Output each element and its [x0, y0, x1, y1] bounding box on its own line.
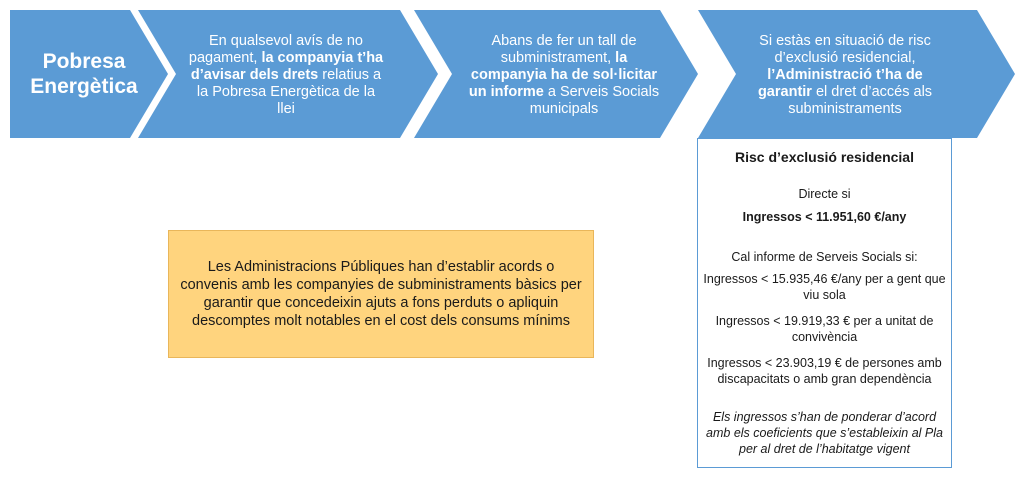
- criterion-disability-dependency: Ingressos < 23.903,19 € de persones amb discapacitats o amb gran dependència: [707, 356, 942, 386]
- step-text-run: Pobresa Energètica: [30, 50, 138, 98]
- step-text-run: a Serveis Socials municipals: [529, 83, 660, 117]
- step-risc-exclusio-text: [740, 16, 950, 134]
- step-avis-no-pagament-text: [188, 16, 384, 134]
- step-text-run: la companyia t’ha d’avisar dels drets: [190, 49, 384, 83]
- direct-label: Directe si: [798, 187, 851, 201]
- social-services-report-label: Cal informe de Serveis Socials si:: [731, 250, 918, 264]
- step-text-run: relatius a la Pobresa Energètica de la llei: [196, 66, 382, 117]
- direct-income-threshold: Ingressos < 11.951,60 €/any: [742, 210, 907, 224]
- step-text-run: Si estàs en situació de risc d’exclusió residencial,: [759, 32, 931, 66]
- income-weighting-note: Els ingressos s’han de ponderar d’acord amb els coeficients que s’estableixin al Pla per al dret de l’habitatge vigent: [706, 410, 943, 456]
- step-text-run: el dret d’accés als subministraments: [788, 83, 933, 117]
- criterion-single-person: Ingressos < 15.935,46 €/any per a gent que viu sola: [703, 272, 946, 302]
- step-tall-subministrament-text: [466, 16, 662, 134]
- step-text-run: En qualsevol avís de no pagament,: [188, 32, 363, 66]
- agreements-note-box: [168, 230, 594, 358]
- step-text-run: l’Administració t’ha de garantir: [757, 66, 923, 100]
- step-pobresa-energetica-text: [14, 10, 154, 138]
- step-text-run: Abans de fer un tall de subministrament,: [491, 32, 637, 66]
- risk-exclusion-panel: [697, 138, 952, 468]
- agreements-note-text: Les Administracions Públiques han d’establir acords o convenis amb les companyies de subministraments bàsics per garantir que concedeixin ajuts a fons perduts o apliquin descomptes molt notables en el cost dels consums mínims: [180, 259, 582, 329]
- step-text-run: la companyia ha de sol·licitar un informe: [468, 49, 658, 100]
- risk-panel-title: Risc d’exclusió residencial: [735, 149, 914, 165]
- criterion-household-unit: Ingressos < 19.919,33 € per a unitat de convivència: [715, 314, 934, 344]
